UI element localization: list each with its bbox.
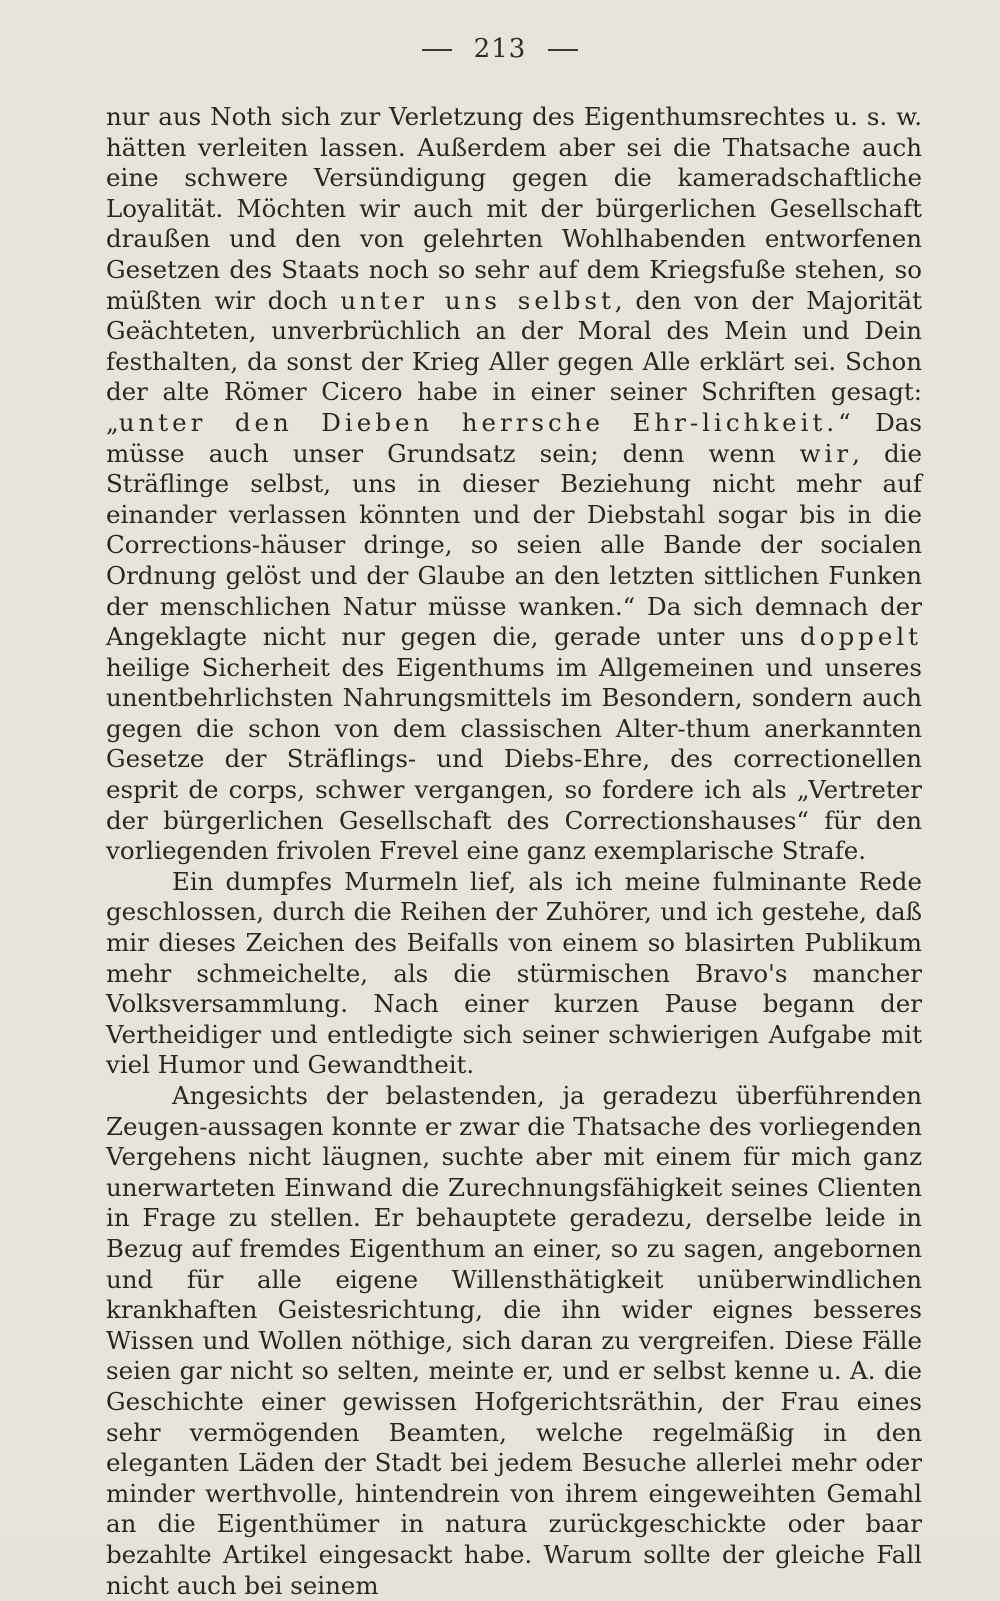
body-text bbox=[106, 102, 922, 1601]
page-header bbox=[0, 34, 1000, 64]
text-run: heilige Sicherheit des Eigenthums im Allgemeinen und unseres unentbehrlichsten Nahrungsmittels im Besondern, sondern auch gegen die schon von dem classischen Alter-thum anerkannten Gesetze der Sträflings- und Diebs-Ehre, des correctionellen esprit de corps, schwer vergangen, so fordere ich als „Vertreter der bürgerlichen Gesellschaft des Correctionshauses“ für den vorliegenden frivolen Frevel eine ganz exemplarische Strafe. bbox=[106, 652, 922, 866]
header-dash-left bbox=[422, 49, 452, 51]
emphasis-text: unter uns selbst bbox=[340, 285, 615, 315]
paragraph: Ein dumpfes Murmeln lief, als ich meine fulminante Rede geschlossen, durch die Reihen der Zuhörer, und ich gestehe, daß mir dieses Zeichen des Beifalls von einem so blasirten Publikum mehr schmeichelte, als die stürmischen Bravo's mancher Volksversammlung. Nach einer kurzen Pause begann der Vertheidiger und entledigte sich seiner schwierigen Aufgabe mit viel Humor und Gewandtheit. bbox=[106, 866, 922, 1080]
emphasis-text: wir bbox=[799, 438, 853, 468]
emphasis-text: unter den Dieben herrsche Ehr-lichkeit. bbox=[118, 407, 839, 437]
text-run: , die Sträflinge selbst, uns in dieser Beziehung nicht mehr auf einander verlassen könnten und der Diebstahl sogar bis in die Corrections-häuser dringe, so seien alle Bande der socialen Ordnung gelöst und der Glaube an den letzten sittlichen Funken der menschlichen Natur müsse wanken.“ Da sich demnach der Angeklagte nicht nur gegen die, gerade unter uns bbox=[106, 438, 922, 652]
text-run: “ Das müsse auch unser Grundsatz sein; denn wenn bbox=[106, 407, 922, 468]
text-run: nur aus Noth sich zur Verletzung des Eigenthumsrechtes u. s. w. hätten verleiten lassen. Außerdem aber sei die Thatsache auch eine schwere Versündigung gegen die kameradschaftliche Loyalität. Möchten wir auch mit der bürgerlichen Gesellschaft draußen und den von gelehrten Wohlhabenden entworfenen Gesetzen des Staats noch so sehr auf dem Kriegsfuße stehen, so müßten wir doch bbox=[106, 102, 922, 315]
paragraph: Angesichts der belastenden, ja geradezu überführenden Zeugen-aussagen konnte er zwar die Thatsache des vorliegenden Vergehens nicht läugnen, suchte aber mit einem für mich ganz unerwarteten Einwand die Zurechnungsfähigkeit seines Clienten in Frage zu stellen. Er behauptete geradezu, derselbe leide in Bezug auf fremdes Eigenthum an einer, so zu sagen, angebornen und für alle eigene Willensthätigkeit unüberwindlichen krankhaften Geistesrichtung, die ihn wider eignes besseres Wissen und Wollen nöthige, sich daran zu vergreifen. Diese Fälle seien gar nicht so selten, meinte er, und er selbst kenne u. A. die Geschichte einer gewissen Hofgerichtsräthin, der Frau eines sehr vermögenden Beamten, welche regelmäßig in den eleganten Läden der Stadt bei jedem Besuche allerlei mehr oder minder werthvolle, hintendrein von ihrem eingeweihten Gemahl an die Eigenthümer in natura zurückgeschickte oder baar bezahlte Artikel eingesackt habe. Warum sollte der gleiche Fall nicht auch bei seinem bbox=[106, 1081, 922, 1600]
paragraph bbox=[106, 102, 922, 867]
page-number: 213 bbox=[473, 34, 527, 64]
emphasis-text: doppelt bbox=[800, 622, 922, 652]
header-dash-right bbox=[548, 49, 578, 51]
text-run: , den von der Majorität Geächteten, unverbrüchlich an der Moral des Mein und Dein festhalten, da sonst der Krieg Aller gegen Alle erklärt sei. Schon der alte Römer Cicero habe in einer seiner Schriften gesagt: „ bbox=[106, 285, 922, 437]
